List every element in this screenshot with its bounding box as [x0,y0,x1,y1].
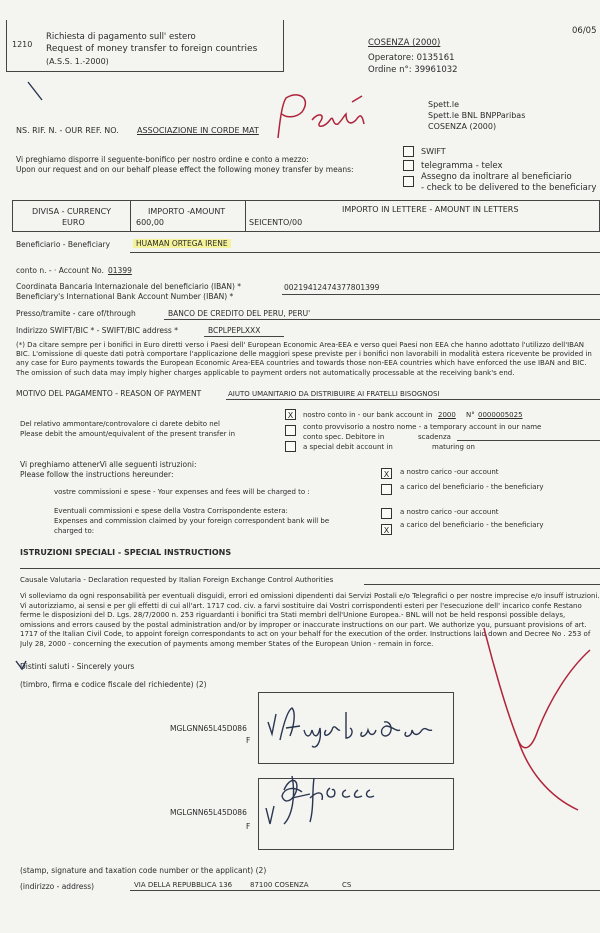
operator: Operatore: 0135161 [368,53,455,63]
our-charge2-label: a nostro carico -our account [400,508,499,516]
special-account-checkbox[interactable] [285,441,296,452]
iban-value: 00219412474377801399 [284,283,380,292]
date: 06/05 [572,26,597,36]
amount-value: 600,00 [136,218,164,227]
check-checkbox[interactable] [403,176,414,187]
form-code: 1210 [12,40,33,49]
benef-charge-label: a carico del beneficiario - the beneficiary [400,483,544,491]
title-it: Richiesta di pagamento sull' estero [46,32,196,42]
currency-label: DIVISA - CURRENCY [32,207,111,216]
swift-label: SWIFT [421,147,446,156]
stamp-label-it: (timbro, firma e codice fiscale del richiedente) (2) [20,680,207,689]
special-title: ISTRUZIONI SPECIALI - SPECIAL INSTRUCTIONS [20,548,232,557]
beneficiary-name: HUAMAN ORTEGA IRENE [133,239,231,248]
presso-label: Presso/tramite - care of/through [16,309,136,318]
iban-label-en: Beneficiary's International Bank Account Number (IBAN) * [16,292,234,301]
presso-value: BANCO DE CREDITO DEL PERU, PERU' [168,309,311,318]
signature-1 [266,702,446,752]
swift-address-value: BCPLPEPLXXX [208,326,261,335]
address-street: VIA DELLA REPUBBLICA 136 [134,881,233,889]
addressee-line-2: Spett.le BNL BNPParibas [428,111,526,120]
own-account-year: 2000 [438,411,456,419]
stamp-label-en: (stamp, signature and taxation code number or the applicant) (2) [20,866,267,875]
iban-notice: (*) Da citare sempre per i bonifici in Euro diretti verso i Paesi dell' European Economic Area-EEA e verso quei Paesi non EEA che hanno adottato l'utilizzo dell'IBAN BIC. L'omissione di queste dati potrà comportare l'applicazione delle maggiori spese previste per i bonifici non lavorabili in modalità estera ricevente be provided in any case for Euro payments towards the European Economic Area-EEA countries and towards those non-EEA countries which have enforced the use IBAN and BIC. The omission of such data may imply higher charges applicable to payment orders not automatically processable at the receiving bank's end. [16,341,592,377]
order-number: Ordine n°: 39961032 [368,65,458,75]
reason-value: AIUTO UMANITARIO DA DISTRIBUIRE AI FRATELLI BISOGNOSI [228,390,440,398]
red-check-mark [478,620,598,840]
currency-value: EURO [62,218,85,227]
temp-account-checkbox[interactable] [285,425,296,436]
address-label: (indirizzo - address) [20,882,95,891]
swift-checkbox[interactable] [403,146,414,157]
assegno-label: Assegno da inoltrare al beneficiario [421,172,572,182]
correspondent-it: Eventuali commissioni e spese della Vostra Corrispondente estera: [54,507,288,515]
check-label: - check to be delivered to the beneficiary [421,183,597,193]
benef-charge2-checkbox[interactable]: X [381,524,392,535]
our-charge-label: a nostro carico -our account [400,468,499,476]
debtor-account-scadenza: scadenza [418,433,451,441]
title-en: Request of money transfer to foreign countries [46,44,258,54]
legal-text: Vi solleviamo da ogni responsabilità per eventuali disguidi, errori ed omissioni dipendenti dai Servizi Postali e/o Telegrafici o per nostre imprecise e/o insuff istruzioni. Vi autorizziamo, ai sensi e per gli effetti di cui all'art. 1717 cod. civ. a farvi sostituire dai Vostri corrispondenti esteri per l'esecuzione dell' incarico confe Restano ferme le disposizioni del D. Lgs. 28/7/2000 n. 253 riguardanti i bonifici tra Stati membri dell'Unione Europea.- BNL will not be held responsi possible delays, omissions and errors caused by the postal administration and/or by improper or inaccurate instructions on our part. We authorize you, pursuant provisions of art. 1717 of the Italian Civil Code, to appoint foreign correspondants to act on your behalf for the execution of the order. Instructions laid down and Decree No . 253 of July 28, 2000 - concerning the execution of payments among member States of the European Union - remain in force. [20,592,600,648]
reference-label: NS. RIF. N. - OUR REF. NO. [16,126,119,135]
tax-code-1-f: F [246,736,251,745]
amount-label: IMPORTO -AMOUNT [148,207,226,216]
greeting: Distinti saluti - Sincerely yours [20,662,135,671]
account-value: 01399 [108,266,132,275]
request-it: Vi preghiamo disporre il seguente-bonifico per nostro ordine e conto a mezzo: [16,155,309,164]
our-charge2-checkbox[interactable] [381,508,392,519]
city-code: COSENZA (2000) [368,38,441,48]
special-account-maturing: maturing on [432,443,475,451]
correspondent-en-2: charged to: [54,527,95,535]
benef-charge2-label: a carico del beneficiario - the beneficiary [400,521,544,529]
beneficiary-label: Beneficiario - Beneficiary [16,240,111,249]
pen-mark [24,78,64,108]
debit-en: Please debit the amount/equivalent of the present transfer in [20,430,236,438]
amount-letters-value: SEICENTO/00 [249,218,303,227]
instructions-it: Vi preghiamo attenerVi alle seguenti istruzioni: [20,460,197,469]
instructions-en: Please follow the instructions hereunder: [20,470,174,479]
amount-letters-label: IMPORTO IN LETTERE - AMOUNT IN LETTERS [342,205,519,214]
debtor-account-label: conto spec. Debitore in [303,433,385,441]
benef-charge-checkbox[interactable] [381,484,392,495]
reason-label: MOTIVO DEL PAGAMENTO - REASON OF PAYMENT [16,389,202,398]
iban-label-it: Coordinata Bancaria Internazionale del beneficiario (IBAN) * [16,282,242,291]
addressee-line-1: Spett.le [428,100,460,109]
telegram-checkbox[interactable] [403,160,414,171]
our-charge-checkbox[interactable]: X [381,468,392,479]
reference-value: ASSOCIAZIONE IN CORDE MAT [137,126,259,135]
own-account-checkbox[interactable]: X [285,409,296,420]
ass-code: (A.S.S. 1.-2000) [46,57,109,66]
fees-label: vostre commissioni e spese - Your expenses and fees will be charged to : [54,488,310,496]
address-city: 87100 COSENZA [250,881,309,889]
correspondent-en-1: Expenses and commission claimed by your foreign correspondent bank will be [54,517,330,525]
tax-code-2: MGLGNN65L45D086 [170,808,247,817]
handwritten-note [268,90,378,142]
account-label: conto n. - · Account No. [16,266,104,275]
telegram-label: telegramma - telex [421,161,503,171]
causale-label: Causale Valutaria - Declaration requested by Italian Foreign Exchange Control Authorities [20,576,334,584]
own-account-no-label: N° [466,411,475,419]
address-province: CS [342,881,352,889]
swift-address-label: Indirizzo SWIFT/BIC * - SWIFT/BIC address * [16,326,178,335]
own-account-label: nostro conto in - our bank account in [303,411,433,419]
debit-it: Del relativo ammontare/controvalore ci darete debito nel [20,420,220,428]
addressee-line-3: COSENZA (2000) [428,122,497,131]
temp-account-label: conto provvisorio a nostro nome - a temporary account in our name [303,423,542,431]
tax-code-2-f: F [246,822,251,831]
greeting-pen-mark [14,659,28,673]
own-account-number: 0000005025 [478,411,523,419]
tax-code-1: MGLGNN65L45D086 [170,724,247,733]
signature-2 [262,768,422,840]
request-en: Upon our request and on our behalf please effect the following money transfer by means: [16,165,354,174]
special-account-label: a special debit account in [303,443,393,451]
